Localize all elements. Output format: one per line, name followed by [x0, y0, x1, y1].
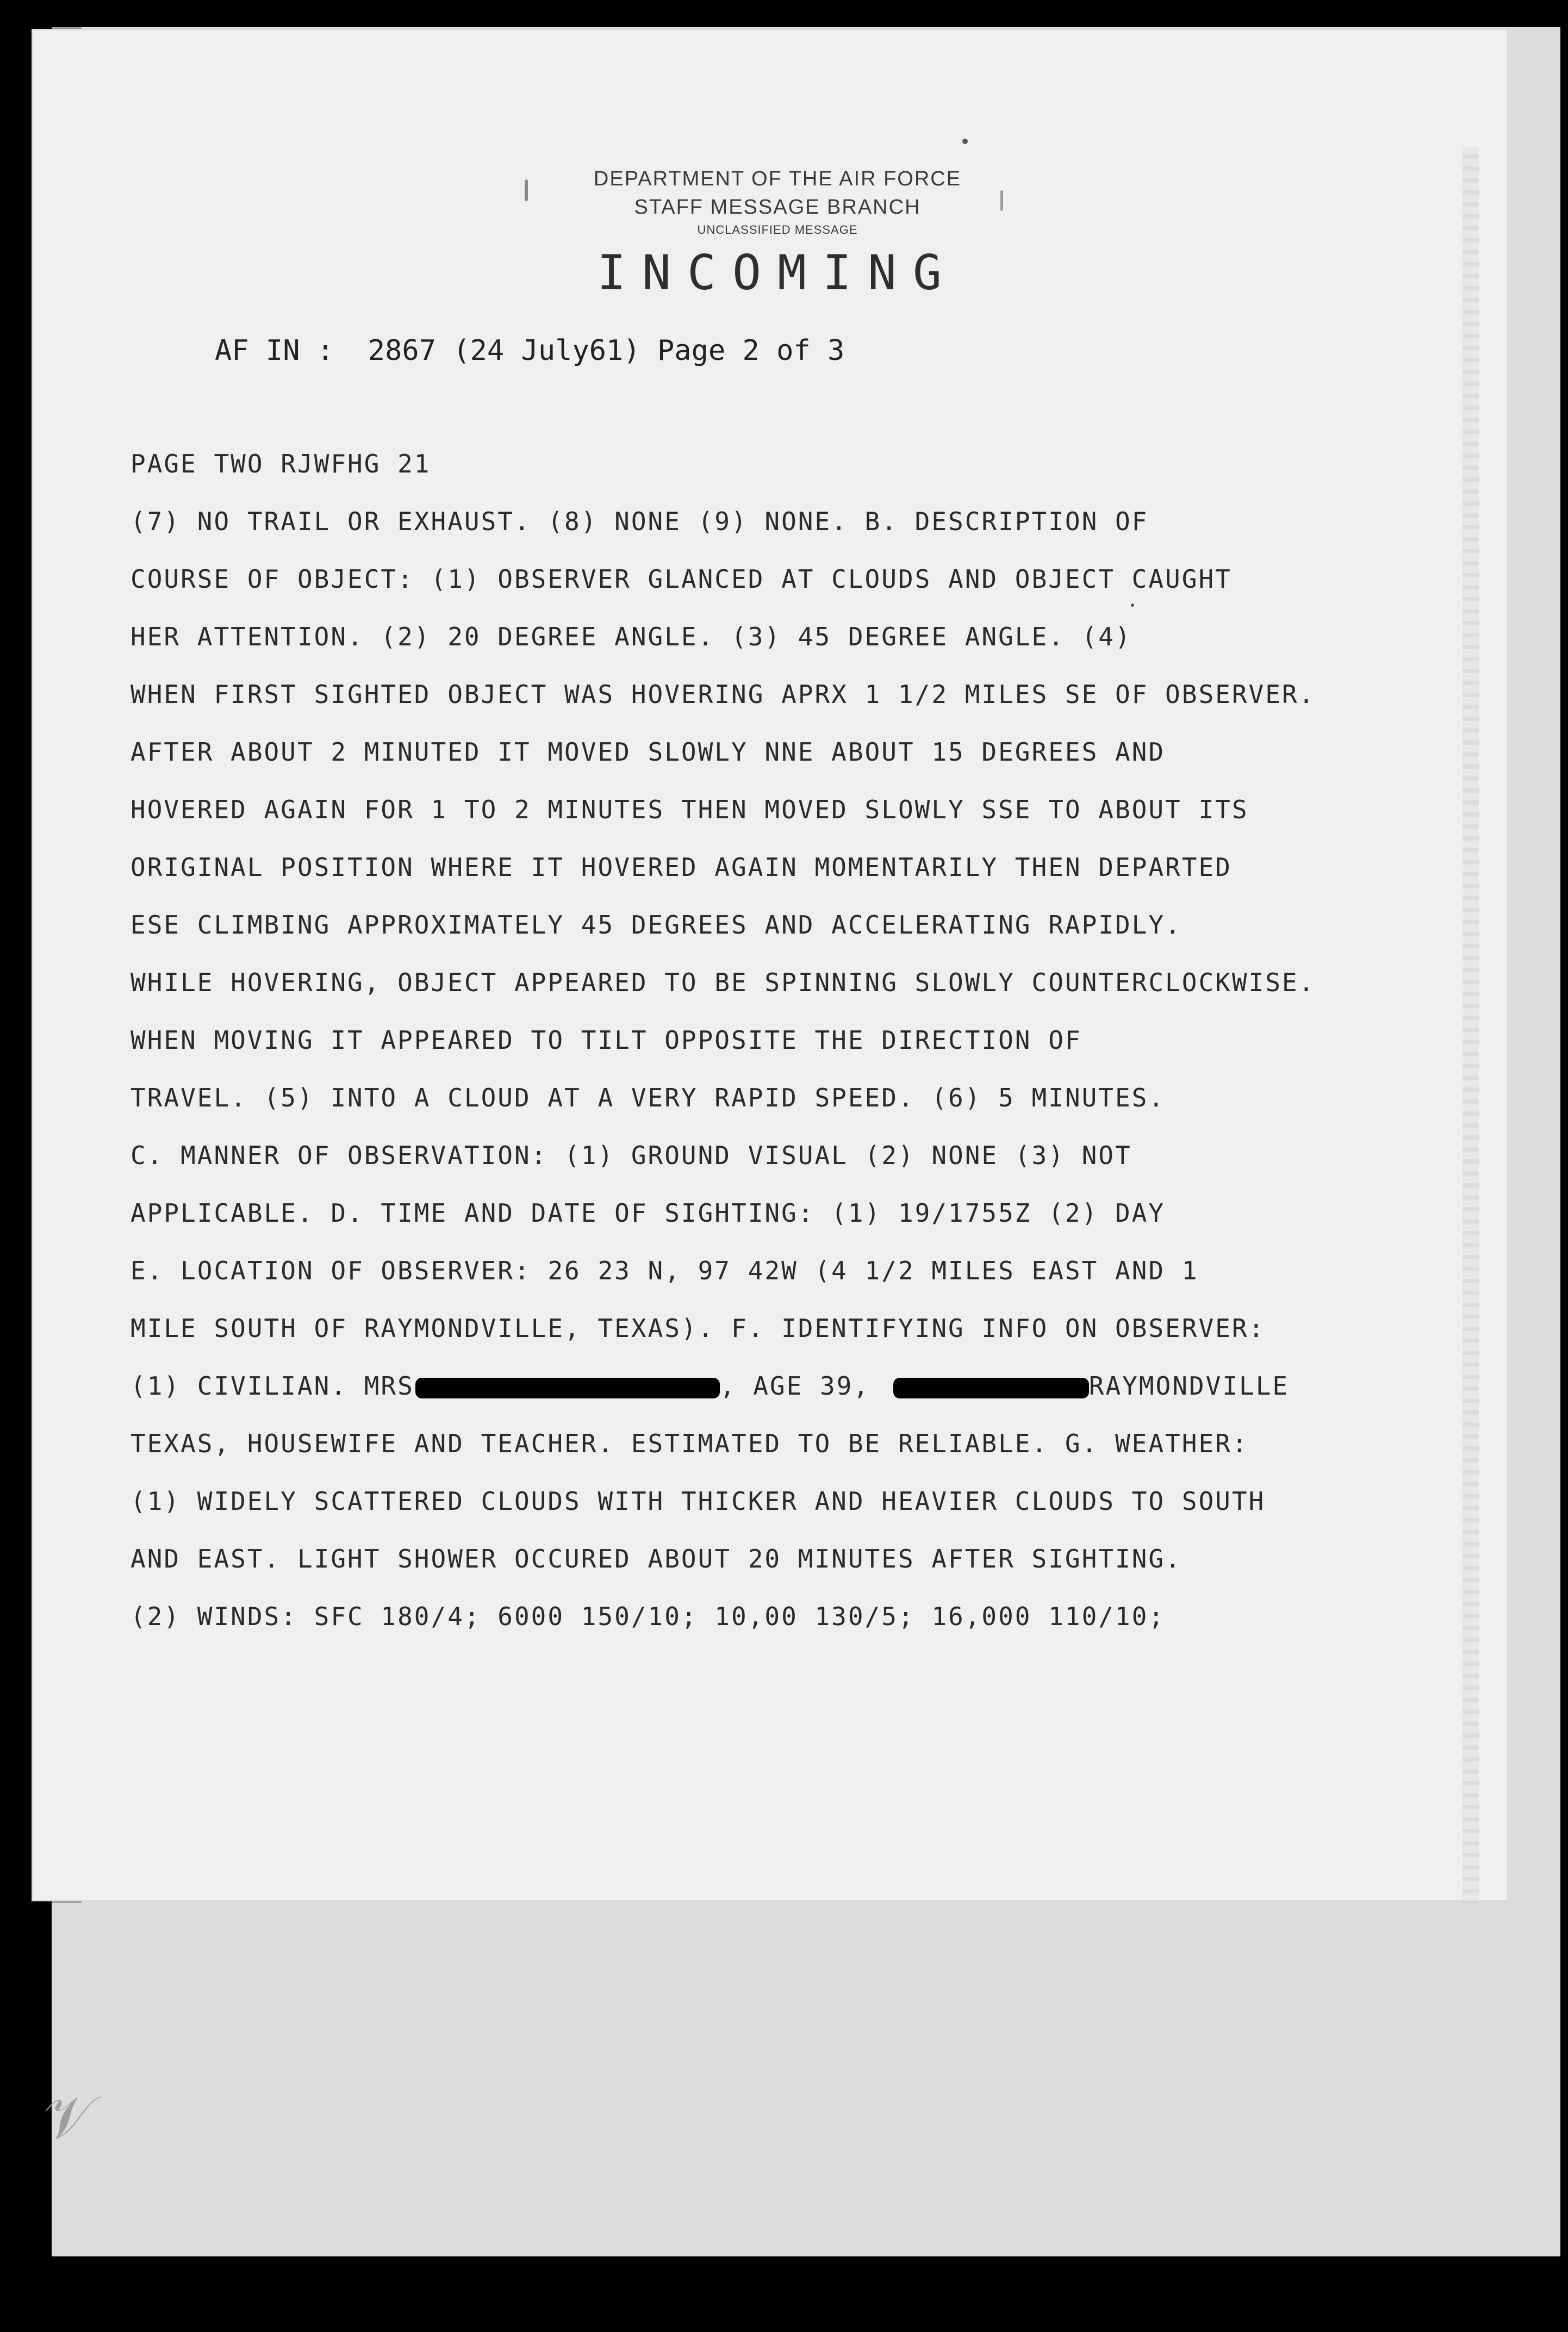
body-line: (2) WINDS: SFC 180/4; 6000 150/10; 10,00 130/5; 16,000 110/10;	[130, 1602, 1166, 1631]
body-line: TEXAS, HOUSEWIFE AND TEACHER. ESTIMATED TO BE RELIABLE. G. WEATHER:	[130, 1429, 1249, 1458]
redacted-line-part2: , AGE 39,	[719, 1371, 887, 1401]
redaction-bar-address	[893, 1378, 1089, 1398]
body-line: WHILE HOVERING, OBJECT APPEARED TO BE SPINNING SLOWLY COUNTERCLOCKWISE.	[130, 968, 1316, 997]
header-title: INCOMING	[597, 245, 958, 301]
body-line: HER ATTENTION. (2) 20 DEGREE ANGLE. (3) 45 DEGREE ANGLE. (4)	[130, 622, 1132, 651]
header-branch: STAFF MESSAGE BRANCH	[634, 196, 921, 219]
page-edge-texture	[1463, 147, 1479, 1903]
body-line: C. MANNER OF OBSERVATION: (1) GROUND VISUAL (2) NONE (3) NOT	[130, 1141, 1132, 1170]
body-line: WHEN FIRST SIGHTED OBJECT WAS HOVERING APRX 1 1/2 MILES SE OF OBSERVER.	[130, 680, 1316, 709]
body-line: (7) NO TRAIL OR EXHAUST. (8) NONE (9) NONE. B. DESCRIPTION OF	[130, 507, 1149, 536]
body-line: MILE SOUTH OF RAYMONDVILLE, TEXAS). F. IDENTIFYING INFO ON OBSERVER:	[130, 1314, 1266, 1343]
body-line: (1) WIDELY SCATTERED CLOUDS WITH THICKER AND HEAVIER CLOUDS TO SOUTH	[130, 1487, 1266, 1516]
body-line: COURSE OF OBJECT: (1) OBSERVER GLANCED AT CLOUDS AND OBJECT CAUGHT	[130, 564, 1232, 594]
redacted-line	[130, 1357, 1435, 1415]
film-speck	[525, 179, 528, 201]
body-line: WHEN MOVING IT APPEARED TO TILT OPPOSITE THE DIRECTION OF	[130, 1025, 1082, 1055]
body-line: ESE CLIMBING APPROXIMATELY 45 DEGREES AND ACCELERATING RAPIDLY.	[130, 910, 1182, 940]
film-speck	[1131, 604, 1134, 607]
body-line: AND EAST. LIGHT SHOWER OCCURED ABOUT 20 MINUTES AFTER SIGHTING.	[130, 1544, 1182, 1574]
header-classification: UNCLASSIFIED MESSAGE	[697, 223, 858, 237]
redacted-line-part1: (1) CIVILIAN. MRS	[130, 1371, 414, 1401]
body-line: APPLICABLE. D. TIME AND DATE OF SIGHTING: (1) 19/1755Z (2) DAY	[130, 1198, 1166, 1228]
film-mark: 𝒱	[43, 2082, 94, 2152]
redaction-bar-name	[415, 1378, 720, 1398]
body-line: ORIGINAL POSITION WHERE IT HOVERED AGAIN MOMENTARILY THEN DEPARTED	[130, 853, 1232, 882]
body-line: AFTER ABOUT 2 MINUTED IT MOVED SLOWLY NNE ABOUT 15 DEGREES AND	[130, 737, 1166, 767]
body-line: PAGE TWO RJWFHG 21	[130, 449, 431, 478]
body-line: TRAVEL. (5) INTO A CLOUD AT A VERY RAPID SPEED. (6) 5 MINUTES.	[130, 1083, 1166, 1112]
af-reference-line: AF IN : 2867 (24 July61) Page 2 of 3	[215, 334, 845, 367]
film-speck	[962, 139, 968, 144]
body-line: HOVERED AGAIN FOR 1 TO 2 MINUTES THEN MOVED SLOWLY SSE TO ABOUT ITS	[130, 795, 1249, 824]
redacted-line-part3: RAYMONDVILLE	[1088, 1371, 1290, 1401]
film-speck	[1000, 190, 1003, 211]
body-line: E. LOCATION OF OBSERVER: 26 23 N, 97 42W (4 1/2 MILES EAST AND 1	[130, 1256, 1199, 1285]
header-department: DEPARTMENT OF THE AIR FORCE	[593, 167, 962, 190]
message-body	[130, 435, 1435, 1645]
